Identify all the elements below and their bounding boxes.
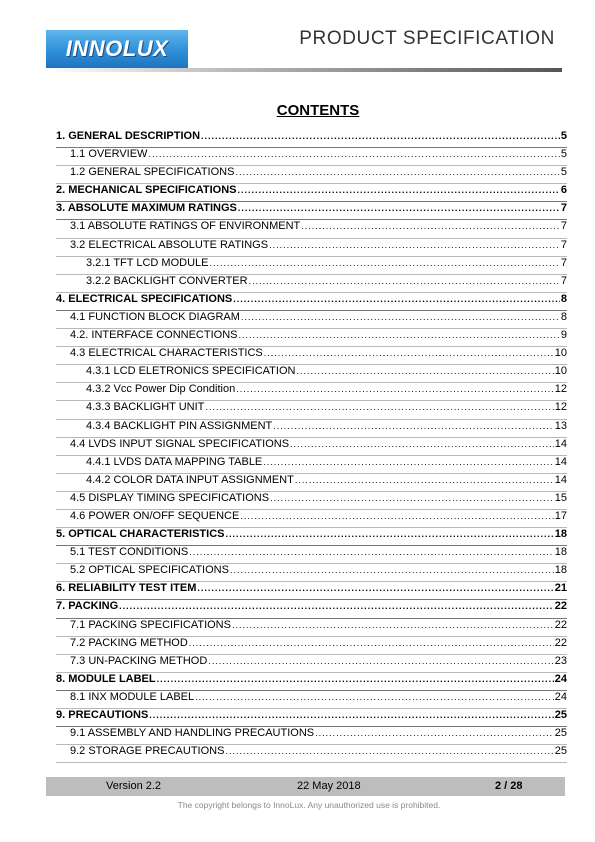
footer-page-number: 2 / 28 [495, 780, 523, 792]
toc-entry-label: 4.4.1 LVDS DATA MAPPING TABLE [86, 455, 263, 468]
toc-entry-label: 9. PRECAUTIONS [56, 709, 149, 721]
toc-leader-dots [149, 710, 553, 720]
toc-leader-dots [238, 203, 560, 213]
toc-entry-page: 5 [560, 130, 567, 142]
toc-entry-label: 4.6 POWER ON/OFF SEQUENCE [70, 509, 240, 522]
toc-entry-page: 22 [554, 618, 567, 631]
toc-leader-dots [205, 402, 553, 412]
toc-entry-label: 7.1 PACKING SPECIFICATIONS [70, 618, 231, 631]
toc-entry[interactable] [56, 745, 567, 763]
toc-leader-dots [189, 638, 554, 648]
toc-entry[interactable] [56, 582, 567, 600]
toc-entry[interactable] [56, 546, 567, 564]
footer-date: 22 May 2018 [297, 780, 361, 792]
toc-entry-label: 1.2 GENERAL SPECIFICATIONS [70, 166, 235, 179]
toc-entry[interactable] [56, 202, 567, 220]
toc-entry-label: 4.3 ELECTRICAL CHARACTERISTICS [70, 347, 263, 360]
toc-entry-page: 7 [560, 274, 567, 287]
toc-entry[interactable] [56, 184, 567, 202]
toc-entry-page: 21 [554, 582, 567, 595]
toc-entry[interactable] [56, 655, 567, 673]
toc-leader-dots [241, 312, 560, 322]
toc-entry-page: 23 [554, 654, 567, 667]
toc-leader-dots [301, 221, 560, 231]
toc-entry-label: 7.2 PACKING METHOD [70, 636, 188, 649]
toc-entry-label: 4. ELECTRICAL SPECIFICATIONS [56, 292, 233, 305]
toc-entry[interactable] [56, 619, 567, 637]
toc-entry-label: 5.1 TEST CONDITIONS [70, 546, 189, 559]
toc-entry[interactable] [56, 275, 567, 293]
toc-entry-page: 10 [554, 365, 567, 378]
toc-entry[interactable] [56, 564, 567, 582]
toc-entry-page: 18 [554, 546, 567, 559]
toc-leader-dots [264, 348, 554, 358]
toc-entry-label: 3.1 ABSOLUTE RATINGS OF ENVIRONMENT [70, 220, 301, 233]
toc-leader-dots [270, 493, 554, 503]
toc-entry[interactable] [56, 691, 567, 709]
toc-entry[interactable] [56, 528, 567, 546]
toc-entry-label: 4.3.1 LCD ELETRONICS SPECIFICATION [86, 365, 296, 378]
toc-entry-label: 4.5 DISPLAY TIMING SPECIFICATIONS [70, 491, 270, 504]
copyright-notice: The copyright belongs to InnoLux. Any unauthorized use is prohibited. [177, 800, 441, 810]
toc-entry[interactable] [56, 510, 567, 528]
toc-leader-dots [315, 728, 554, 738]
toc-leader-dots [273, 421, 554, 431]
toc-leader-dots [201, 131, 560, 141]
toc-entry-label: 6. RELIABILITY TEST ITEM [56, 582, 197, 595]
toc-entry[interactable] [56, 347, 567, 365]
toc-entry-page: 24 [554, 672, 567, 685]
toc-entry-page: 14 [554, 437, 567, 450]
toc-entry-label: 3.2.1 TFT LCD MODULE [86, 256, 209, 269]
toc-leader-dots [238, 185, 560, 195]
toc-entry-label: 4.4.2 COLOR DATA INPUT ASSIGNMENT [86, 473, 294, 486]
toc-entry-label: 1.1 OVERVIEW [70, 148, 148, 161]
toc-entry[interactable] [56, 383, 567, 401]
toc-entry-page: 22 [554, 600, 567, 613]
toc-title: CONTENTS [276, 102, 360, 119]
toc-entry-label: 4.3.2 Vcc Power Dip Condition [86, 383, 236, 396]
toc-entry-page: 14 [554, 473, 567, 486]
toc-entry-page: 8 [560, 310, 567, 323]
toc-leader-dots [295, 475, 554, 485]
toc-entry[interactable] [56, 148, 567, 166]
toc-leader-dots [209, 258, 559, 268]
toc-entry-label: 5. OPTICAL CHARACTERISTICS [56, 528, 225, 541]
toc-entry-page: 13 [554, 419, 567, 432]
toc-entry[interactable] [56, 438, 567, 456]
toc-leader-dots [119, 601, 554, 611]
toc-leader-dots [208, 656, 553, 666]
toc-leader-dots [249, 276, 560, 286]
toc-entry-page: 25 [554, 727, 567, 740]
toc-leader-dots [233, 294, 560, 304]
toc-entry-page: 6 [560, 184, 567, 197]
toc-entry[interactable] [56, 401, 567, 419]
toc-leader-dots [195, 692, 554, 702]
toc-entry-label: 7.3 UN-PACKING METHOD [70, 654, 208, 667]
toc-leader-dots [290, 439, 554, 449]
toc-leader-dots [238, 330, 559, 340]
toc-entry-label: 4.1 FUNCTION BLOCK DIAGRAM [70, 310, 240, 323]
toc-entry-page: 18 [554, 564, 567, 577]
toc-entry-label: 7. PACKING [56, 600, 119, 613]
logo-text: INNOLUX [65, 36, 169, 61]
toc-entry[interactable] [56, 727, 567, 745]
toc-leader-dots [225, 529, 553, 539]
toc-entry[interactable] [56, 474, 567, 492]
toc-entry-page: 24 [554, 690, 567, 703]
innolux-logo [46, 30, 188, 68]
toc-entry[interactable] [56, 293, 567, 311]
toc-leader-dots [235, 167, 559, 177]
toc-leader-dots [232, 620, 554, 630]
toc-entry[interactable] [56, 673, 567, 691]
toc-leader-dots [230, 565, 554, 575]
toc-entry-label: 1. GENERAL DESCRIPTION [56, 130, 201, 142]
toc-entry-label: 4.4 LVDS INPUT SIGNAL SPECIFICATIONS [70, 437, 290, 450]
toc-entry-label: 8.1 INX MODULE LABEL [70, 690, 195, 703]
toc-entry-label: 8. MODULE LABEL [56, 672, 156, 685]
toc-entry-page: 18 [554, 528, 567, 541]
toc-entry-label: 9.1 ASSEMBLY AND HANDLING PRECAUTIONS [70, 727, 315, 740]
toc-leader-dots [263, 457, 553, 467]
toc-leader-dots [296, 366, 553, 376]
toc-entry[interactable] [56, 456, 567, 474]
toc-entry-label: 5.2 OPTICAL SPECIFICATIONS [70, 564, 229, 577]
toc-entry-page: 7 [560, 220, 567, 233]
toc-leader-dots [157, 674, 554, 684]
toc-entry-page: 5 [560, 148, 567, 161]
toc-entry-page: 15 [554, 491, 567, 504]
toc-entry-page: 9 [560, 329, 567, 342]
table-of-contents [56, 130, 567, 763]
toc-entry-page: 25 [554, 745, 567, 758]
header-rule [46, 68, 562, 72]
toc-entry[interactable] [56, 311, 567, 329]
toc-entry-label: 3.2.2 BACKLIGHT CONVERTER [86, 274, 248, 287]
toc-entry[interactable] [56, 709, 567, 727]
toc-entry-page: 14 [554, 455, 567, 468]
toc-leader-dots [197, 583, 553, 593]
toc-entry-label: 4.3.4 BACKLIGHT PIN ASSIGNMENT [86, 419, 273, 432]
footer-bar [46, 777, 565, 796]
toc-entry[interactable] [56, 329, 567, 347]
toc-entry[interactable] [56, 239, 567, 257]
toc-entry-label: 3. ABSOLUTE MAXIMUM RATINGS [56, 202, 237, 215]
toc-entry-label: 4.3.3 BACKLIGHT UNIT [86, 401, 205, 414]
toc-leader-dots [189, 547, 554, 557]
toc-entry-page: 17 [554, 509, 567, 522]
toc-leader-dots [148, 149, 559, 159]
toc-entry[interactable] [56, 600, 567, 618]
toc-entry-page: 12 [554, 401, 567, 414]
toc-entry-page: 5 [560, 166, 567, 179]
toc-entry-page: 22 [554, 636, 567, 649]
toc-entry-page: 12 [554, 383, 567, 396]
toc-leader-dots [236, 384, 554, 394]
toc-entry-page: 8 [560, 292, 567, 305]
toc-entry-page: 10 [554, 347, 567, 360]
toc-leader-dots [240, 511, 553, 521]
toc-entry-label: 9.2 STORAGE PRECAUTIONS [70, 745, 225, 758]
toc-entry-page: 7 [560, 202, 567, 215]
toc-entry-page: 25 [554, 709, 567, 721]
toc-entry[interactable] [56, 420, 567, 438]
toc-entry[interactable] [56, 130, 567, 148]
document-title: PRODUCT SPECIFICATION [299, 28, 555, 49]
toc-entry-label: 4.2. INTERFACE CONNECTIONS [70, 329, 238, 342]
toc-entry[interactable] [56, 492, 567, 510]
toc-entry-page: 7 [560, 238, 567, 251]
toc-leader-dots [225, 746, 553, 756]
toc-entry-label: 3.2 ELECTRICAL ABSOLUTE RATINGS [70, 238, 269, 251]
toc-entry[interactable] [56, 365, 567, 383]
toc-entry-label: 2. MECHANICAL SPECIFICATIONS [56, 184, 237, 197]
toc-entry[interactable] [56, 257, 567, 275]
footer-version: Version 2.2 [106, 780, 162, 792]
toc-entry[interactable] [56, 637, 567, 655]
toc-leader-dots [269, 240, 560, 250]
toc-entry-page: 7 [560, 256, 567, 269]
toc-entry[interactable] [56, 220, 567, 238]
toc-entry[interactable] [56, 166, 567, 184]
